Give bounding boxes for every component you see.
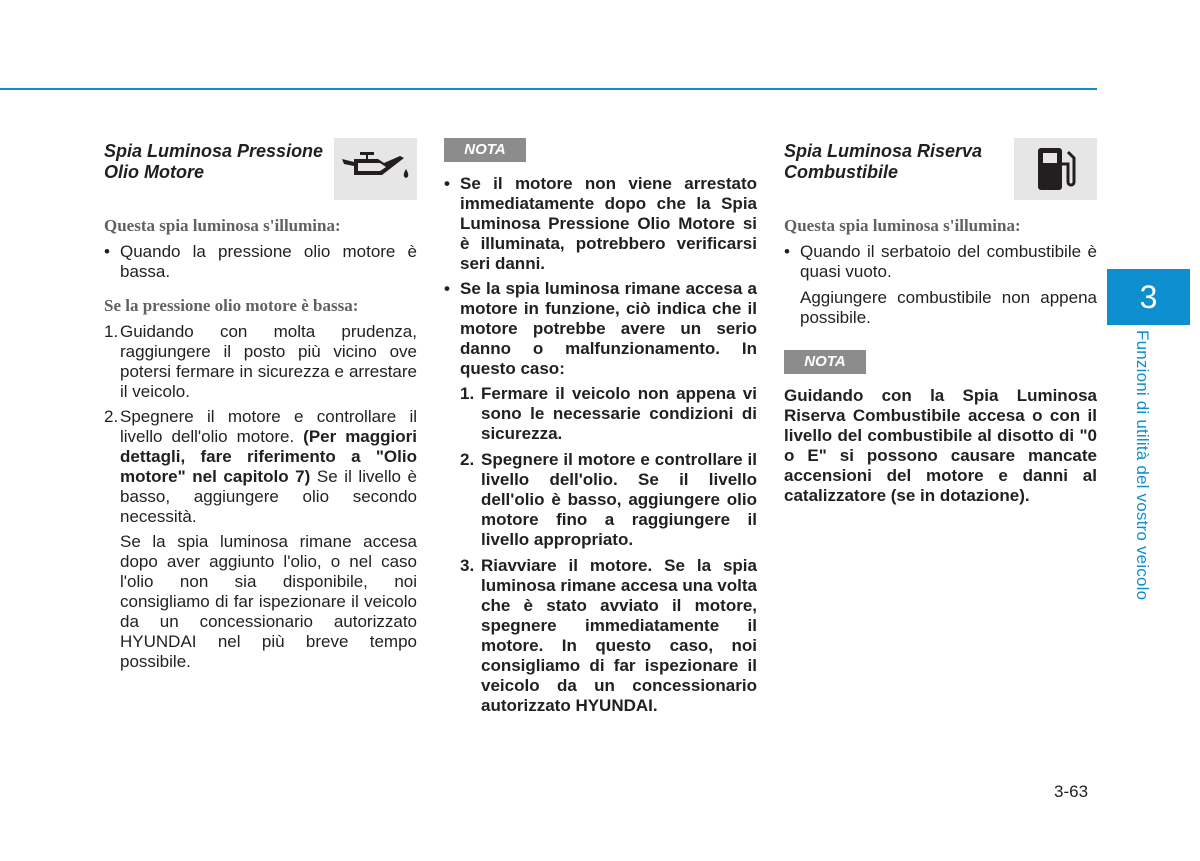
oil-pressure-icon bbox=[340, 149, 412, 189]
chapter-number-tab: 3 bbox=[1107, 269, 1190, 325]
note-step: 2. Spegnere il motore e controllare il livello dell'olio. Se il livello dell'olio è basso, aggiungere olio motore fino a raggiungere il livello appropriato. bbox=[460, 450, 757, 549]
fuel-pump-icon bbox=[1034, 144, 1078, 194]
oil-subheading-2: Se la pressione olio motore è bassa: bbox=[104, 296, 359, 315]
nota-label: NOTA bbox=[784, 350, 866, 374]
oil-subheading-1: Questa spia luminosa s'illumina: bbox=[104, 216, 341, 235]
column-oil-pressure bbox=[104, 138, 417, 672]
oil-step-1: 1. Guidando con molta prudenza, raggiungere il posto più vicino ove potersi fermare in sicurezza e arrestare il veicolo. bbox=[104, 322, 417, 401]
fuel-bullet-continuation: Aggiungere combustibile non appena possibile. bbox=[800, 288, 1097, 327]
note-step: 3. Riavviare il motore. Se la spia luminosa rimane accesa una volta che è stato avviato il motore, spegnere immediatamente il motore. In questo caso, noi consigliamo di far ispezionare il veicolo da un concessionario autorizzato HYUNDAI. bbox=[460, 556, 757, 715]
note-step: 1. Fermare il veicolo non appena vi sono le necessarie condizioni di sicurezza. bbox=[460, 384, 757, 443]
note-steps bbox=[444, 384, 757, 716]
nota-label: NOTA bbox=[444, 138, 526, 162]
note-bullet-1: • Se il motore non viene arrestato immediatamente dopo che la Spia Luminosa Pressione Olio Motore si è illuminata, potrebbero verificarsi seri danni. bbox=[444, 174, 757, 273]
column-oil-note bbox=[444, 138, 757, 716]
chapter-title: Funzioni di utilità del vostro veicolo bbox=[1133, 330, 1152, 601]
oil-step-2: 2. Spegnere il motore e controllare il livello dell'olio motore. (Per maggiori dettagli, fare riferimento a "Olio motore" nel capitolo 7) Se il livello è basso, aggiungere olio secondo necessità. bbox=[104, 407, 417, 526]
fuel-icon-box bbox=[1014, 138, 1097, 200]
oil-step-2-paragraph: Se la spia luminosa rimane accesa dopo aver aggiunto l'olio, o nel caso l'olio non sia disponibile, noi consigliamo di far ispezionare il veicolo da un concessionario autorizzato HYUNDAI nel più breve tempo possibile. bbox=[120, 532, 417, 671]
fuel-note-text: Guidando con la Spia Luminosa Riserva Combustibile accesa o con il livello del combustibile al disotto di "0 o E" si possono causare mancate accensioni del motore e danni al catalizzatore (se in dotazione). bbox=[784, 386, 1097, 505]
oil-section-title: Spia Luminosa Pressione Olio Motore bbox=[104, 141, 324, 182]
fuel-title-row bbox=[784, 138, 1097, 204]
column-fuel-reserve bbox=[784, 138, 1097, 506]
oil-icon-box bbox=[334, 138, 417, 200]
fuel-bullet-1: • Quando il serbatoio del combustibile è quasi vuoto. bbox=[784, 242, 1097, 281]
top-rule bbox=[0, 88, 1097, 90]
fuel-section-title: Spia Luminosa Riserva Combustibile bbox=[784, 141, 983, 182]
page-number: 3-63 bbox=[1054, 782, 1089, 801]
note-bullet-2: • Se la spia luminosa rimane accesa a motore in funzione, ciò indica che il motore potrebbe avere un serio danno o malfunzionamento. In questo caso: bbox=[444, 279, 757, 378]
oil-title-row bbox=[104, 138, 417, 204]
oil-bullet-1: • Quando la pressione olio motore è bassa. bbox=[104, 242, 417, 281]
fuel-subheading: Questa spia luminosa s'illumina: bbox=[784, 216, 1021, 235]
